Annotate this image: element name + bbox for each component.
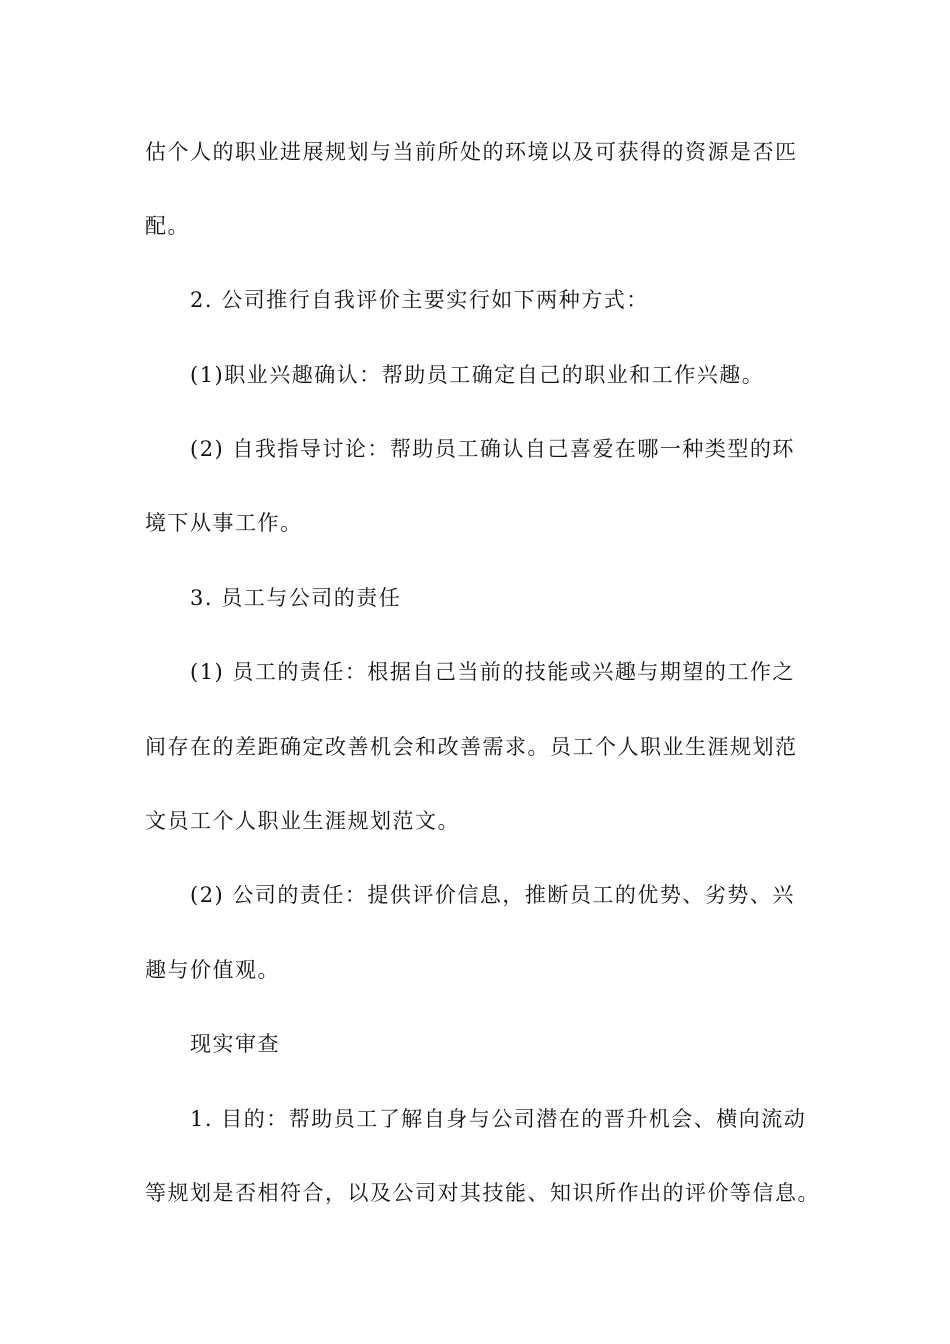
paragraph-line: 等规划是否相符合，以及公司对其技能、知识所作出的评价等信息。: [145, 1181, 820, 1205]
list-item: (1)职业兴趣确认：帮助员工确定自己的职业和工作兴趣。: [190, 363, 765, 387]
section-heading: 现实审查: [190, 1032, 280, 1056]
paragraph-line: 配。: [145, 214, 190, 238]
paragraph-line: 间存在的差距确定改善机会和改善需求。员工个人职业生涯规划范: [145, 735, 798, 759]
section-heading: 2. 公司推行自我评价主要实行如下两种方式：: [190, 288, 649, 312]
section-heading: 3. 员工与公司的责任: [190, 586, 402, 610]
list-item: (2) 自我指导讨论：帮助员工确认自己喜爱在哪一种类型的环: [190, 437, 795, 461]
paragraph-line: 境下从事工作。: [145, 511, 303, 535]
list-item: (2) 公司的责任：提供评价信息，推断员工的优势、劣势、兴: [190, 883, 795, 907]
paragraph-line: 趣与价值观。: [145, 958, 280, 982]
list-item: (1) 员工的责任：根据自己当前的技能或兴趣与期望的工作之: [190, 660, 795, 684]
paragraph-line: 文员工个人职业生涯规划范文。: [145, 809, 460, 833]
list-item: 1. 目的：帮助员工了解自身与公司潜在的晋升机会、横向流动: [190, 1107, 807, 1131]
paragraph-line: 估个人的职业进展规划与当前所处的环境以及可获得的资源是否匹: [145, 140, 798, 164]
